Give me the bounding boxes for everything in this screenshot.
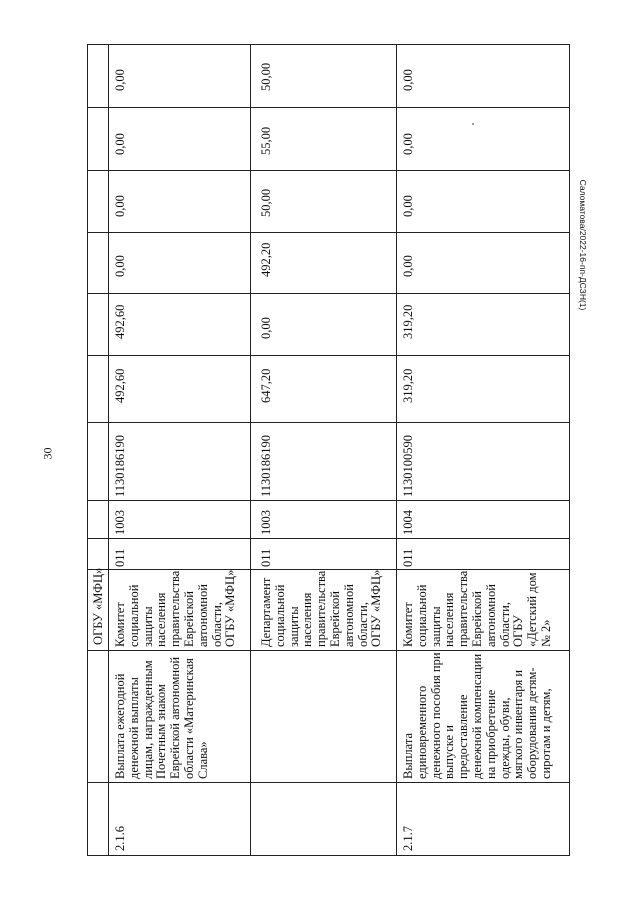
col-divider bbox=[88, 355, 569, 356]
document-code-container bbox=[578, 132, 592, 362]
value-year-1: 492,60 bbox=[113, 304, 127, 339]
document-code: Саломатова/2022-16-пп-ДСЗН(1) bbox=[578, 179, 588, 311]
budget-table bbox=[87, 44, 570, 856]
csr-code: 1130100590 bbox=[401, 434, 415, 497]
row-number: 2.1.6 bbox=[113, 826, 127, 851]
row-divider bbox=[396, 45, 397, 855]
responsible-org: Комитет социальной защиты населения правительства Еврейской автономной области, ОГБУ «МФЦ» bbox=[113, 569, 238, 647]
grbs-code: 011 bbox=[259, 548, 273, 567]
rzpr-code: 1003 bbox=[113, 510, 127, 535]
value-total: 647,20 bbox=[259, 368, 273, 403]
rzpr-code: 1004 bbox=[401, 510, 415, 535]
rzpr-code: 1003 bbox=[259, 510, 273, 535]
col-divider bbox=[88, 293, 569, 294]
csr-code: 1130186190 bbox=[113, 434, 127, 497]
csr-code: 1130186190 bbox=[259, 434, 273, 497]
row-divider bbox=[108, 45, 109, 855]
org-header-cell: ОГБУ «МФЦ» bbox=[91, 567, 105, 645]
col-divider bbox=[88, 782, 569, 783]
col-divider bbox=[88, 650, 569, 651]
value-year-3: 50,00 bbox=[259, 188, 273, 217]
page-number: 30 bbox=[40, 447, 55, 460]
grbs-code: 011 bbox=[113, 548, 127, 567]
value-year-1: 0,00 bbox=[259, 317, 273, 339]
row-number: 2.1.7 bbox=[401, 826, 415, 851]
value-year-5: 50,00 bbox=[259, 62, 273, 91]
value-total: 319,20 bbox=[401, 368, 415, 403]
col-divider bbox=[88, 500, 569, 501]
col-divider bbox=[88, 538, 569, 539]
value-year-5: 0,00 bbox=[113, 69, 127, 91]
value-year-2: 0,00 bbox=[401, 255, 415, 277]
value-year-3: 0,00 bbox=[113, 195, 127, 217]
value-year-2: 492,20 bbox=[259, 242, 273, 277]
col-divider bbox=[88, 232, 569, 233]
col-divider bbox=[88, 170, 569, 171]
col-divider bbox=[88, 107, 569, 108]
row-divider bbox=[250, 45, 251, 855]
value-year-4: 0,00 bbox=[113, 133, 127, 155]
value-year-4: 55,00 bbox=[259, 126, 273, 155]
responsible-org: Комитет социальной защиты населения правительства Еврейской автономной области, ОГБУ «Детский дом № 2» bbox=[401, 570, 553, 647]
value-year-4: 0,00 bbox=[401, 133, 415, 155]
value-year-5: 0,00 bbox=[401, 69, 415, 91]
col-divider bbox=[88, 422, 569, 423]
grbs-code: 011 bbox=[401, 548, 415, 567]
measure-name: Выплата единовременного денежного пособия при выпуске и предоставление денежной компенсации на приобретение одежды, обуви, мягкого инвентаря и оборудования детям- сиротам и детям, bbox=[401, 652, 553, 779]
measure-name: Выплата ежегодной денежной выплаты лицам, награжденным Почетным знаком Еврейской автономной области «Материнская Слава» bbox=[113, 656, 210, 779]
value-year-2: 0,00 bbox=[113, 255, 127, 277]
value-year-1: 319,20 bbox=[401, 304, 415, 339]
value-year-3: 0,00 bbox=[401, 195, 415, 217]
value-total: 492,60 bbox=[113, 368, 127, 403]
scan-speck bbox=[472, 123, 474, 125]
responsible-org: Департамент социальной защиты населения правительства Еврейской автономной области, ОГБУ «МФЦ» bbox=[259, 569, 384, 647]
